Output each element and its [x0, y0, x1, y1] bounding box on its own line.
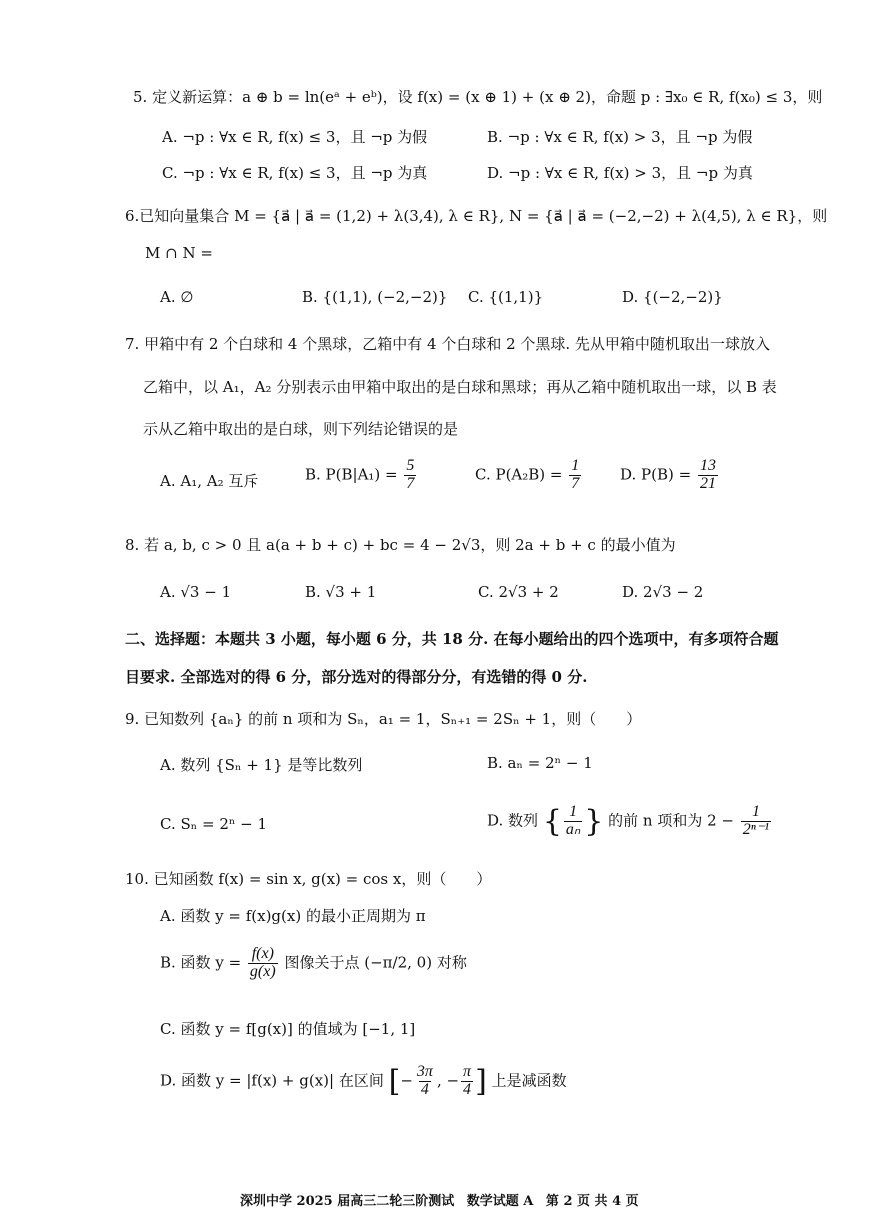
q9-stem: 9. 已知数列 {aₙ} 的前 n 项和为 Sₙ，a₁ = 1，Sₙ₊₁ = 2Sₙ + 1，则（ ） — [125, 710, 642, 728]
q10-option-d-fraction-2 — [461, 1064, 473, 1099]
q5-option-b: B. ¬p : ∀x ∈ R, f(x) > 3，且 ¬p 为假 — [487, 128, 753, 146]
q10-option-b-fraction — [248, 946, 278, 981]
fraction-numerator: 1 — [571, 457, 580, 474]
footer-subject: 数学试题 A — [466, 1194, 534, 1209]
q7-option-d — [620, 458, 720, 493]
q9-option-d-middle: 的前 n 项和为 2 − — [608, 811, 735, 830]
right-bracket: ] — [475, 1064, 487, 1099]
q7-option-d-label: D. P(B) = — [620, 465, 692, 484]
q6-stem: 6.已知向量集合 M = {a⃗ | a⃗ = (1,2) + λ(3,4), λ ∈ R}, N = {a⃗ | a⃗ = (−2,−2) + λ(4,5), λ ∈ R}，则 — [125, 207, 828, 225]
q10-stem: 10. 已知函数 f(x) = sin x, g(x) = cos x，则（ ） — [125, 870, 492, 888]
fraction-denominator: 7 — [406, 474, 415, 492]
q10-option-c: C. 函数 y = f[g(x)] 的值域为 [−1, 1] — [160, 1020, 416, 1038]
q9-option-a: A. 数列 {Sₙ + 1} 是等比数列 — [160, 756, 363, 774]
q7-option-b-label: B. P(B|A₁) = — [305, 465, 398, 484]
footer-school: 深圳中学 2025 届高三二轮三阶测试 — [240, 1194, 455, 1209]
q7-option-a: A. A₁, A₂ 互斥 — [160, 472, 259, 490]
q7-option-d-fraction — [698, 458, 718, 493]
fraction-numerator: 13 — [699, 457, 716, 474]
q7-option-b-fraction — [404, 458, 416, 493]
fraction-numerator: f(x) — [251, 945, 274, 962]
fraction-numerator: 1 — [569, 803, 578, 821]
fraction-numerator: 3π — [416, 1063, 433, 1081]
q10-option-d-label: D. 函数 y = |f(x) + g(x)| 在区间 — [160, 1071, 384, 1090]
q8-option-b: B. √3 + 1 — [305, 583, 377, 601]
q9-option-d-label: D. 数列 — [487, 811, 539, 830]
right-brace: } — [584, 804, 604, 839]
footer-page-number: 第 2 页 共 4 页 — [545, 1194, 639, 1209]
q10-option-b — [160, 946, 467, 981]
fraction-denominator: g(x) — [249, 962, 276, 980]
fraction-denominator: 4 — [463, 1081, 472, 1098]
fraction-denominator: 4 — [420, 1081, 429, 1098]
q6-option-b: B. {(1,1), (−2,−2)} — [302, 288, 448, 306]
q7-option-c-label: C. P(A₂B) = — [475, 465, 563, 484]
q5-option-a: A. ¬p : ∀x ∈ R, f(x) ≤ 3，且 ¬p 为假 — [162, 128, 428, 146]
section2-instructions: 目要求. 全部选对的得 6 分，部分选对的得部分分，有选错的得 0 分. — [125, 668, 588, 686]
q6-stem-continued: M ∩ N = — [145, 244, 213, 262]
fraction-denominator: 21 — [699, 474, 716, 492]
q6-option-c: C. {(1,1)} — [468, 288, 544, 306]
q10-option-d: D. 函数 y = |f(x) + g(x)| 在区间 [− $\frac{3\pi}{4}$ , − $\frac{\pi}{4}$ ] 上是减函数 — [160, 1063, 567, 1099]
fraction-numerator: 1 — [751, 803, 760, 821]
q9-option-d — [487, 804, 773, 839]
fraction-denominator: 7 — [571, 474, 580, 492]
fraction-denominator: 2ⁿ⁻¹ — [742, 821, 770, 838]
q7-option-c — [475, 458, 583, 493]
q7-option-b — [305, 458, 418, 493]
q10-option-b-post: 图像关于点 (−π/2, 0) 对称 — [284, 953, 467, 972]
q8-option-d: D. 2√3 − 2 — [622, 583, 704, 601]
q5-option-c: C. ¬p : ∀x ∈ R, f(x) ≤ 3，且 ¬p 为真 — [162, 164, 428, 182]
page-footer — [240, 1190, 647, 1209]
section2-heading: 二、选择题：本题共 3 小题，每小题 6 分，共 18 分. 在每小题给出的四个选项中，有多项符合题 — [125, 630, 779, 648]
q6-option-a: A. ∅ — [160, 288, 194, 306]
fraction-numerator: 5 — [406, 457, 415, 474]
q6-option-d: D. {(−2,−2)} — [622, 288, 723, 306]
left-bracket: [ — [388, 1064, 401, 1099]
q5-stem: 5. 定义新运算：a ⊕ b = ln(eᵃ + eᵇ)，设 f(x) = (x ⊕ 1) + (x ⊕ 2)，命题 p : ∃x₀ ∈ R, f(x₀) ≤ 3，则 — [133, 88, 823, 106]
q7-stem-line2: 乙箱中，以 A₁，A₂ 分别表示由甲箱中取出的是白球和黑球；再从乙箱中随机取出一球，以 B 表 — [143, 378, 777, 396]
q9-option-b: B. aₙ = 2ⁿ − 1 — [487, 754, 593, 772]
q9-option-d-fraction — [564, 804, 582, 839]
q8-option-a: A. √3 − 1 — [160, 583, 232, 601]
q8-option-c: C. 2√3 + 2 — [478, 583, 559, 601]
left-brace: { — [542, 804, 562, 839]
q10-option-b-label: B. 函数 y = — [160, 953, 242, 972]
q8-stem: 8. 若 a, b, c > 0 且 a(a + b + c) + bc = 4 − 2√3，则 2a + b + c 的最小值为 — [125, 536, 676, 554]
q10-option-a: A. 函数 y = f(x)g(x) 的最小正周期为 π — [160, 907, 426, 925]
q10-option-d-fraction-1 — [415, 1064, 435, 1099]
q7-stem-line1: 7. 甲箱中有 2 个白球和 4 个黑球，乙箱中有 4 个白球和 2 个黑球. 先从甲箱中随机取出一球放入 — [125, 335, 770, 353]
q9-option-c: C. Sₙ = 2ⁿ − 1 — [160, 815, 268, 833]
fraction-denominator: aₙ — [565, 821, 581, 838]
q9-option-d-fraction-2 — [741, 804, 771, 839]
q10-option-d-post: 上是减函数 — [491, 1071, 567, 1090]
q7-stem-line3: 示从乙箱中取出的是白球，则下列结论错误的是 — [143, 420, 459, 438]
q7-option-c-fraction — [569, 458, 581, 493]
q5-option-d: D. ¬p : ∀x ∈ R, f(x) > 3，且 ¬p 为真 — [487, 164, 753, 182]
fraction-numerator: π — [463, 1063, 472, 1081]
